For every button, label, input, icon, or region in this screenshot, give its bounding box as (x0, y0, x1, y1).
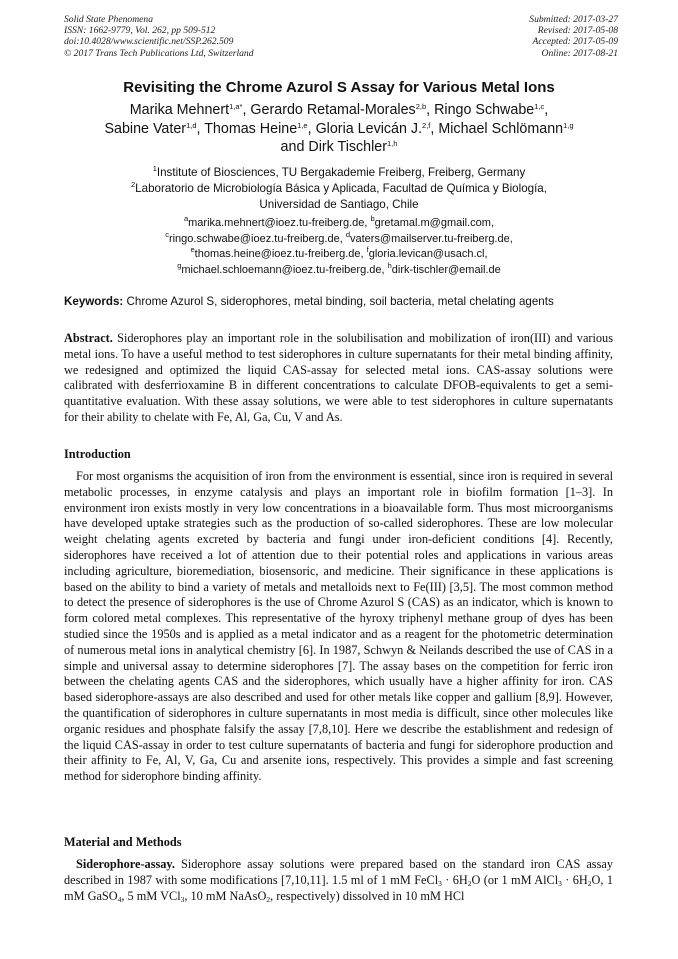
author: Sabine Vater$^{1,d}$, (104, 120, 205, 137)
author: Gloria Levicán J.$^{2,f}$, (315, 120, 439, 137)
methods-heading: Material and Methods (64, 835, 182, 849)
date-accepted: Accepted: 2017-05-09 (532, 36, 618, 48)
affiliation: $^1$Institute of Biosciences, TU Bergakademie Freiberg, Freiberg, Germany (152, 164, 526, 179)
email-line: $^a$marika.mehnert@ioez.tu-freiberg.de, $^b$gretamal.m@gmail.com, (183, 214, 495, 229)
email-line: $^g$michael.schloemann@ioez.tu-freiberg.de, $^h$dirk-tischler@email.de (177, 260, 501, 276)
keywords-text: Chrome Azurol S, siderophores, metal binding, soil bacteria, metal chelating agents (123, 295, 554, 308)
author: Michael Schlömann$^{1,g}$ (438, 120, 574, 137)
date-revised: Revised: 2017-05-08 (537, 25, 618, 37)
author: and Dirk Tischler$^{1,h}$ (280, 139, 398, 155)
abstract-text: Siderophores play an important role in the solubilisation and mobilization of iron(III) and various metal ions. To have a useful method to test siderophores in culture supernatants for their metal binding affinity, we redesigned and optimized the liquid CAS-assay for selected metal ions. CAS-assay solutions were calibrated with desferrioxamine B in different concentrations to calculate DFOB-equivalents to get a semi-quantitative evaluation. With these assay solutions, we were able to test siderophores in culture supernatants for their ability to chelate with Fe, Al, Ga, Cu, V and As. (64, 331, 613, 424)
affiliation: Universidad de Santiago, Chile (259, 198, 419, 211)
journal-doi: doi:10.4028/www.scientific.net/SSP.262.509 (64, 36, 234, 48)
journal-name: Solid State Phenomena (64, 14, 153, 25)
author: Thomas Heine$^{1,e}$, (204, 120, 316, 137)
journal-issn: ISSN: 1662-9779, Vol. 262, pp 509-512 (64, 25, 216, 37)
abstract-label: Abstract. (64, 331, 113, 345)
publication-dates (529, 14, 618, 59)
author: Gerardo Retamal-Morales$^{2,b}$, (250, 102, 435, 118)
email-line: $^c$ringo.schwabe@ioez.tu-freiberg.de, $^d$vaters@mailserver.tu-freiberg.de, (165, 229, 513, 245)
affiliation: $^2$Laboratorio de Microbiología Básica y Aplicada, Facultad de Química y Biología, (131, 180, 547, 195)
date-submitted: Submitted: 2017-03-27 (529, 14, 618, 25)
methods-text: Siderophore-assay. Siderophore assay solutions were prepared based on the standard iron CAS assay described in 1987 with some modifications [7,10,11]. 1.5 ml of 1 mM FeCl$_3$ · $6H_2O$ (or 1 mM AlCl$_3$ · $6H_2O$, 1 mM GaSO$_4$, 5 mM VCl$_3$, 10 mM NaAsO$_2$, respectively) dissolved in 10 mM HCl (64, 857, 613, 904)
journal-info (64, 14, 254, 59)
paper-title: Revisiting the Chrome Azurol S Assay for Various Metal Ions (123, 79, 555, 96)
keywords (64, 295, 624, 308)
author-list (40, 101, 638, 157)
author: Marika Mehnert$^{1,a*}$, (129, 102, 251, 118)
author: Ringo Schwabe$^{1,c}$, (434, 102, 549, 118)
email-line: $^e$thomas.heine@ioez.tu-freiberg.de, $^f$gloria.levican@usach.cl, (190, 245, 488, 260)
keywords-label: Keywords: (64, 295, 124, 308)
introduction-text: For most organisms the acquisition of iron from the environment is essential, since iron is required in several metabolic processes, in enzyme catalysis and plays an important role in biofilm formation [1–3]. In environment iron exists mostly in very low concentrations in a bioavailable form. Thus most microorganisms have developed uptake strategies such as the production of so-called siderophores. These are low molecular weight chelating agents excreted by bacteria and fungi under iron-deficient conditions [4]. Recently, siderophores have received a lot of attention due to their potential roles and applications in various areas including agriculture, bioremediation, biosensoric, and medicine. Their significance in these applications is based on the ability to bind a variety of metals and metalloids next to Fe(III) [3,5]. The most common method to detect the presence of siderophores is the use of Chrome Azurol S (CAS) as an indicator, which is known to form colored metal complexes. This representative of the hyroxy triphenyl methane group of dyes has been studied since the 1950s and is applied as a metal indicator and as a reagent for the photometric determination of numerous metal ions in analytical chemistry [6]. In 1987, Schwyn & Neilands described the use of CAS in a simple and universal assay to determine siderophores [7]. The assay bases on the competition for ferric iron between the chelating agents CAS and the siderophores, which usually have a higher affinity for iron. CAS based siderophore-assays are also described and used for other metals like copper and gallium [8,9]. However, the quantification of siderophores in culture supernatants in most media is difficult, since other molecules like organic residues and phosphate falsify the assay [7,8,10]. Here we describe the establishment and redesign of the liquid CAS-assay in order to test culture supernatants of bacteria and fungi for siderophore production and their affinity to Fe, Al, V, Ga, Cu and arsenite ions, respectively. This provides a simple and fast screening method for siderophore binding affinity. (64, 469, 613, 784)
abstract (64, 331, 613, 426)
author-emails (40, 216, 638, 278)
introduction-heading: Introduction (64, 447, 131, 461)
methods-lead: Siderophore-assay. (76, 857, 175, 871)
date-online: Online: 2017-08-21 (541, 47, 618, 59)
journal-copyright: © 2017 Trans Tech Publications Ltd, Switzerland (64, 47, 254, 59)
affiliations (40, 165, 638, 213)
